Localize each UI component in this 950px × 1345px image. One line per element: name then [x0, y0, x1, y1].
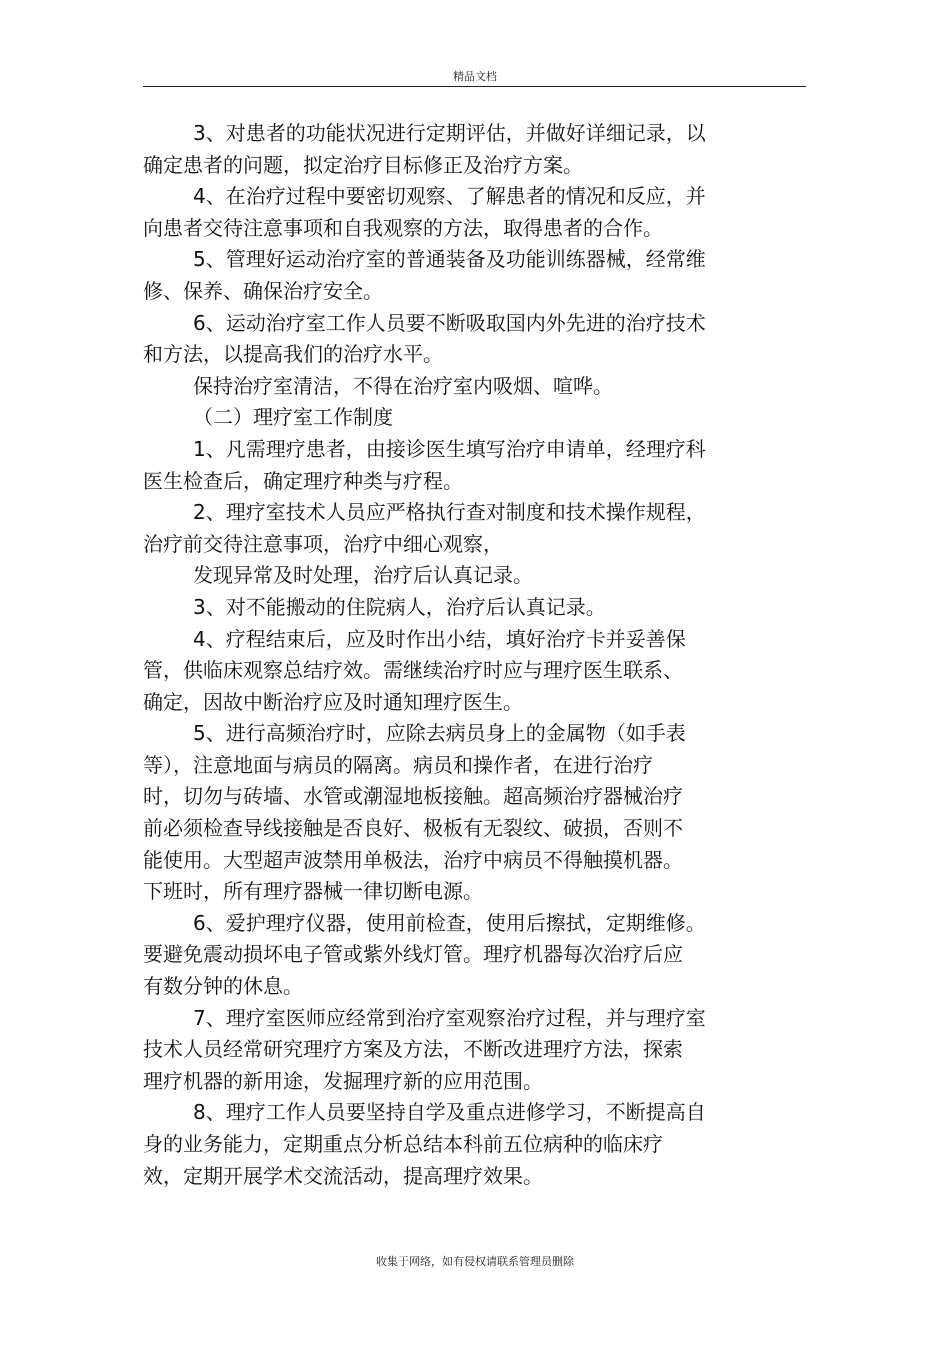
paragraph-line: 7、理疗室医师应经常到治疗室观察治疗过程，并与理疗室 — [193, 1005, 706, 1030]
paragraph-line: 要避免震动损坏电子管或紫外线灯管。理疗机器每次治疗后应 — [143, 942, 683, 967]
paragraph-line: 6、爱护理疗仪器，使用前检查，使用后擦拭，定期维修。 — [193, 910, 706, 935]
paragraph-line: 效，定期开展学术交流活动，提高理疗效果。 — [143, 1163, 543, 1188]
paragraph-line: 能使用。大型超声波禁用单极法，治疗中病员不得触摸机器。 — [143, 847, 683, 872]
paragraph-line: 发现异常及时处理，治疗后认真记录。 — [193, 563, 533, 588]
paragraph-line: 5、进行高频治疗时，应除去病员身上的金属物（如手表 — [193, 721, 686, 746]
paragraph-line: 3、对不能搬动的住院病人，治疗后认真记录。 — [193, 594, 606, 619]
paragraph-line: 5、管理好运动治疗室的普通装备及功能训练器械，经常维 — [193, 247, 706, 272]
paragraph-line: 保持治疗室清洁，不得在治疗室内吸烟、喧哗。 — [193, 373, 613, 398]
paragraph-line: 有数分钟的休息。 — [143, 974, 303, 999]
paragraph-line: 身的业务能力，定期重点分析总结本科前五位病种的临床疗 — [143, 1132, 663, 1156]
paragraph-line: 4、疗程结束后，应及时作出小结，填好治疗卡并妥善保 — [193, 626, 686, 651]
paragraph-line: 确定患者的问题，拟定治疗目标修正及治疗方案。 — [143, 152, 583, 177]
paragraph-line: 确定，因故中断治疗应及时通知理疗医生。 — [143, 689, 523, 714]
paragraph-line: 管，供临床观察总结疗效。需继续治疗时应与理疗医生联系、 — [143, 658, 683, 683]
page-footer: 收集于网络，如有侵权请联系管理员删除 — [376, 1255, 574, 1268]
paragraph-line: 下班时，所有理疗器械一律切断电源。 — [143, 879, 483, 904]
page-header: 精品文档 — [453, 70, 497, 83]
paragraph-line: 8、理疗工作人员要坚持自学及重点进修学习，不断提高自 — [193, 1100, 706, 1125]
paragraph-line: 3、对患者的功能状况进行定期评估，并做好详细记录，以 — [193, 121, 706, 145]
paragraph-line: 6、运动治疗室工作人员要不断吸取国内外先进的治疗技术 — [193, 310, 706, 335]
header-divider — [143, 86, 806, 87]
paragraph-line: 治疗前交待注意事项，治疗中细心观察， — [143, 531, 503, 556]
paragraph-line: 2、理疗室技术人员应严格执行查对制度和技术操作规程， — [193, 500, 706, 525]
document-body — [143, 118, 763, 1192]
paragraph-line: 和方法，以提高我们的治疗水平。 — [143, 342, 443, 367]
paragraph-line: 4、在治疗过程中要密切观察、了解患者的情况和反应，并 — [193, 184, 706, 209]
paragraph-line: 前必须检查导线接触是否良好、极板有无裂纹、破损，否则不 — [143, 816, 683, 841]
paragraph-line: 理疗机器的新用途，发掘理疗新的应用范围。 — [143, 1068, 543, 1093]
paragraph-line: 向患者交待注意事项和自我观察的方法，取得患者的合作。 — [143, 215, 663, 240]
section-heading: （二）理疗室工作制度 — [193, 405, 393, 430]
paragraph-line: 时，切勿与砖墙、水管或潮湿地板接触。超高频治疗器械治疗 — [143, 784, 683, 809]
paragraph-line: 修、保养、确保治疗安全。 — [143, 278, 383, 303]
paragraph-line: 等），注意地面与病员的隔离。病员和操作者，在进行治疗 — [143, 752, 653, 777]
paragraph-line: 1、凡需理疗患者，由接诊医生填写治疗申请单，经理疗科 — [193, 436, 706, 461]
paragraph-line: 技术人员经常研究理疗方案及方法，不断改进理疗方法，探索 — [143, 1037, 683, 1062]
paragraph-line: 医生检查后，确定理疗种类与疗程。 — [143, 468, 463, 493]
